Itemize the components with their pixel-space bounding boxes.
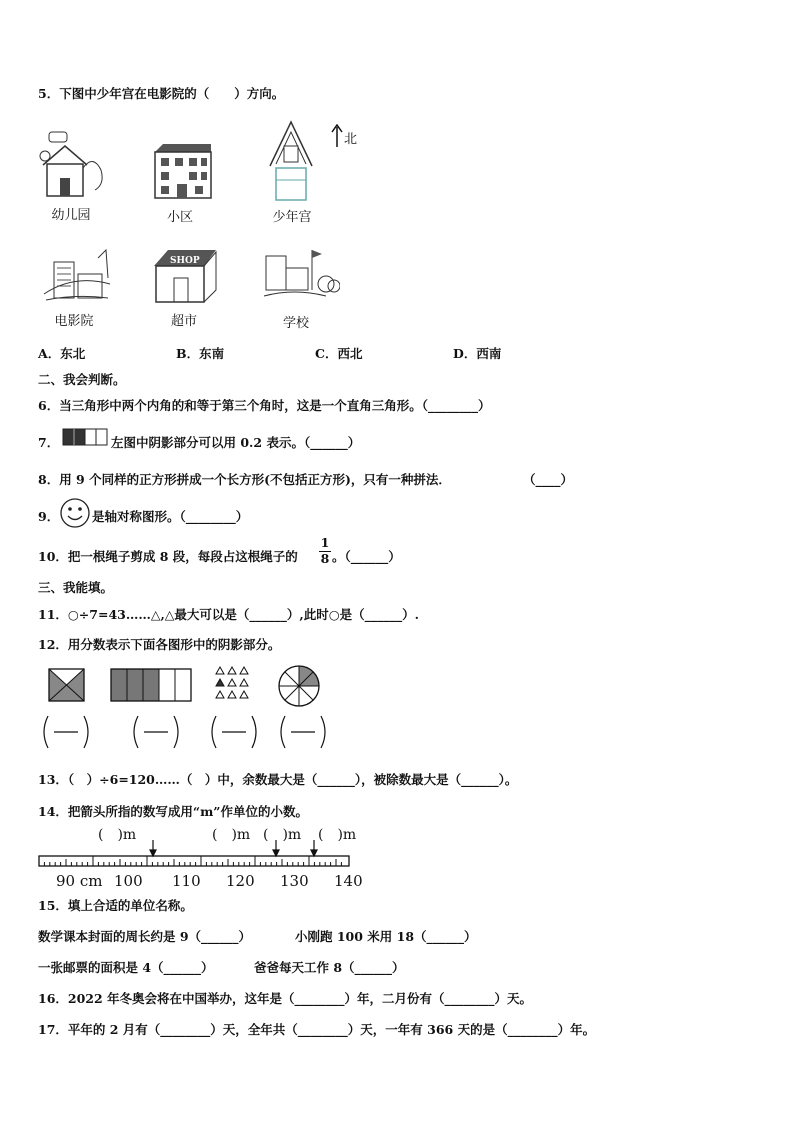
square-diagonals-figure: [48, 668, 86, 702]
question-8-blank[interactable]: （____）: [523, 472, 574, 487]
fraction-numerator: 1: [320, 535, 330, 550]
question-9-number: 9．: [38, 509, 60, 524]
q7-grid-figure: [62, 428, 108, 446]
place-label-youth-palace: 少年宫: [272, 210, 312, 225]
kindergarten-picture: [35, 130, 105, 200]
fraction-denominator: 8: [320, 551, 330, 566]
place-label-school: 学校: [282, 316, 309, 331]
question-15: 15．填上合适的单位名称。: [38, 898, 193, 913]
question-12: 12．用分数表示下面各图形中的阴影部分。: [38, 637, 281, 652]
ruler-blank-1[interactable]: ( )m: [98, 827, 137, 843]
shop-sign: SHOP: [170, 256, 200, 266]
question-13: 13．（ ）÷6=120……（ ）中，余数最大是（______），被除数最大是（______）。: [38, 772, 518, 787]
ruler-blank-3[interactable]: ( )m: [263, 827, 302, 843]
question-15-c: 一张邮票的面积是 4（______）: [38, 960, 214, 975]
option-c[interactable]: C．西北: [315, 346, 363, 361]
youth-palace-picture: [266, 120, 316, 202]
residential-picture: [153, 144, 213, 200]
question-9: 是轴对称图形。（________）: [92, 509, 249, 524]
question-10: 10．把一根绳子剪成 8 段，每段占这根绳子的: [38, 549, 298, 564]
question-5: 5．下图中少年宫在电影院的（ ）方向。: [38, 86, 285, 101]
circle-sectors-figure: [277, 664, 323, 708]
question-11: 11．○÷7=43……△,△最大可以是（______）,此时○是（______）.: [38, 607, 420, 622]
section-3-heading: 三、我能填。: [38, 580, 114, 595]
triangles-figure: [212, 666, 254, 700]
question-7: 左图中阴影部分可以用 0.2 表示。（______）: [111, 435, 361, 450]
section-2-heading: 二、我会判断。: [38, 372, 126, 387]
ruler-label-90cm: 90 cm: [56, 872, 103, 890]
ruler-blank-4[interactable]: ( )m: [318, 827, 357, 843]
option-b[interactable]: B．东南: [176, 346, 225, 361]
north-label: 北: [344, 132, 358, 147]
option-d[interactable]: D．西南: [453, 346, 502, 361]
question-16: 16．2022 年冬奥会将在中国举办，这年是（________）年，二月份有（________）天。: [38, 991, 533, 1006]
question-15-d: 爸爸每天工作 8（______）: [254, 960, 405, 975]
fraction-answer-brackets[interactable]: [38, 714, 338, 752]
cinema-picture: [42, 248, 112, 306]
ruler-label-120: 120: [226, 872, 255, 890]
question-10-blank: 。（______）: [332, 549, 401, 564]
question-15-a: 数学课本封面的周长约是 9（______）: [38, 929, 252, 944]
ruler-label-130: 130: [280, 872, 309, 890]
smiley-face-figure: [59, 497, 91, 529]
ruler-figure: [36, 838, 356, 872]
question-15-b: 小刚跑 100 米用 18（______）: [295, 929, 477, 944]
question-6: 6．当三角形中两个内角的和等于第三个角时，这是一个直角三角形。（________）: [38, 398, 491, 413]
school-picture: [260, 246, 340, 306]
question-7-number: 7．: [38, 435, 60, 450]
place-label-supermarket: 超市: [170, 314, 197, 329]
place-label-kindergarten: 幼儿园: [51, 208, 91, 223]
north-arrow-icon: [330, 124, 344, 148]
question-8: 8．用 9 个同样的正方形拼成一个长方形(不包括正方形)，只有一种拼法．: [38, 472, 451, 487]
option-a[interactable]: A．东北: [38, 346, 86, 361]
place-label-cinema: 电影院: [54, 314, 94, 329]
ruler-blank-2[interactable]: ( )m: [212, 827, 251, 843]
place-label-residential: 小区: [166, 210, 193, 225]
ruler-label-110: 110: [172, 872, 201, 890]
supermarket-picture: [148, 246, 222, 306]
rectangle-strips-figure: [110, 668, 194, 702]
ruler-label-140: 140: [334, 872, 363, 890]
ruler-label-100: 100: [114, 872, 143, 890]
fraction-one-eighth: [319, 536, 331, 566]
question-14: 14．把箭头所指的数写成用“m”作单位的小数。: [38, 804, 309, 819]
question-17: 17．平年的 2 月有（________）天，全年共（________）天，一年有 366 天的是（________）年。: [38, 1022, 596, 1037]
